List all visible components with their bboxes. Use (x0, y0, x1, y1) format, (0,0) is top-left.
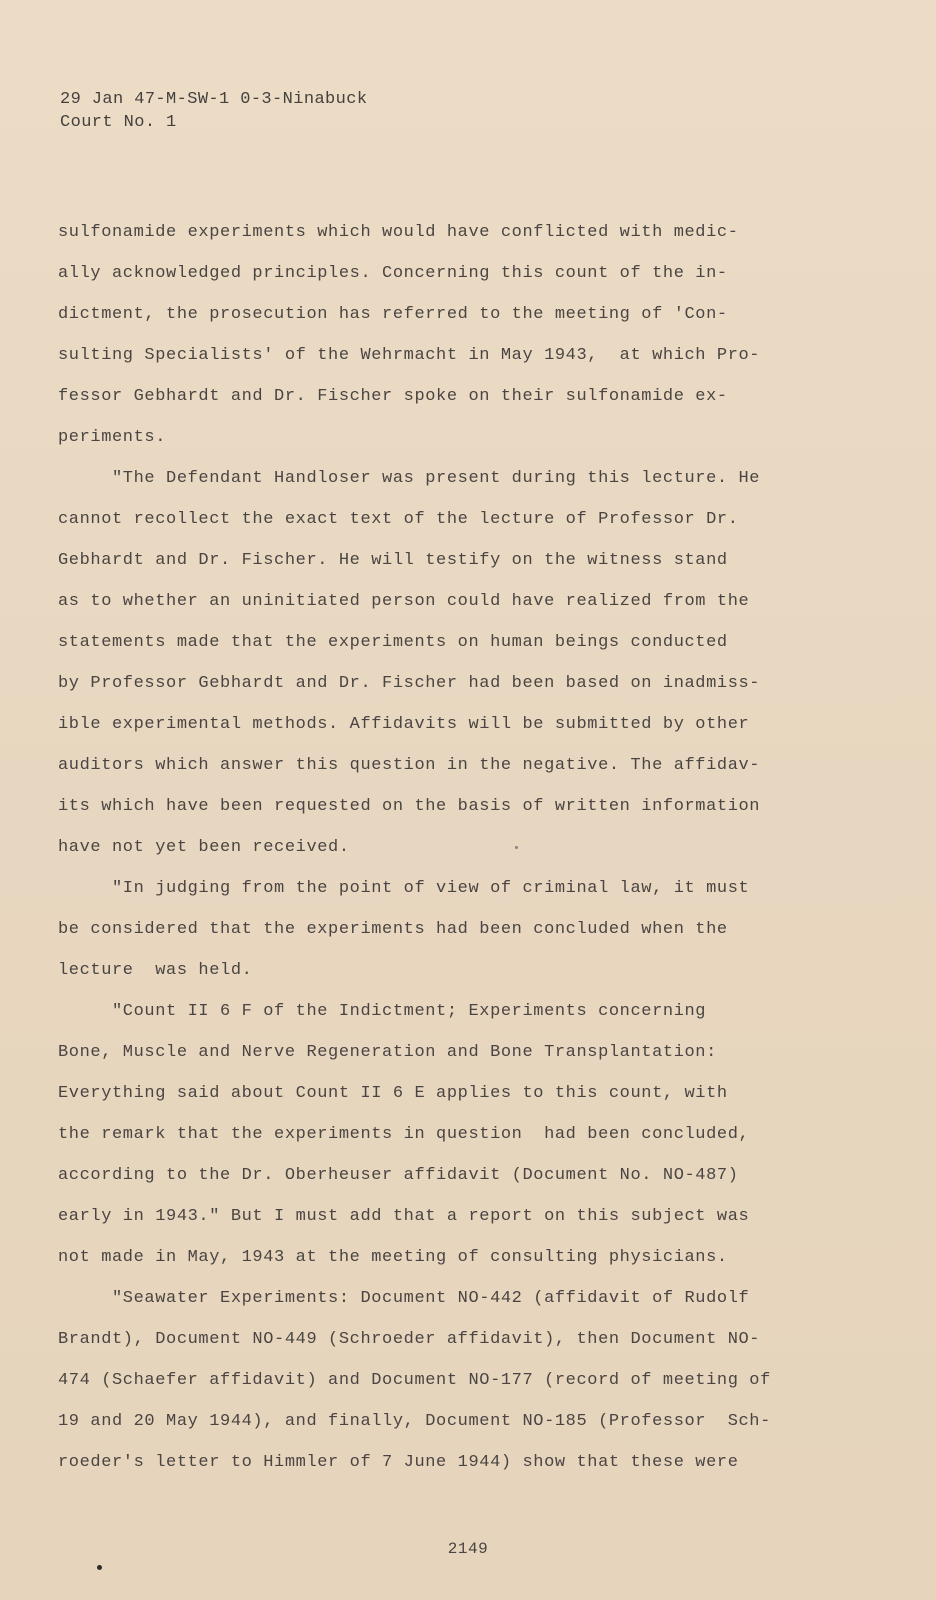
text-line: statements made that the experiments on human beings conducted (58, 633, 728, 652)
text-line: Brandt), Document NO-449 (Schroeder affidavit), then Document NO- (58, 1330, 761, 1349)
page-number: 2149 (447, 1540, 489, 1558)
text-line: "The Defendant Handloser was present during this lecture. He (58, 469, 761, 488)
paper-speck (97, 1565, 102, 1570)
text-line: according to the Dr. Oberheuser affidavit (Document No. NO-487) (58, 1166, 739, 1185)
text-line: periments. (58, 428, 167, 447)
text-line: dictment, the prosecution has referred to the meeting of 'Con- (58, 305, 728, 324)
text-line: ally acknowledged principles. Concerning this count of the in- (58, 264, 728, 283)
text-line: not made in May, 1943 at the meeting of consulting physicians. (58, 1248, 728, 1267)
text-line: 19 and 20 May 1944), and finally, Document NO-185 (Professor Sch- (58, 1412, 771, 1431)
text-line: "In judging from the point of view of criminal law, it must (58, 879, 750, 898)
document-header (60, 88, 367, 134)
text-line: cannot recollect the exact text of the lecture of Professor Dr. (58, 510, 739, 529)
text-line: 474 (Schaefer affidavit) and Document NO-177 (record of meeting of (58, 1371, 771, 1390)
text-line: auditors which answer this question in the negative. The affidav- (58, 756, 761, 775)
text-line: early in 1943." But I must add that a report on this subject was (58, 1207, 750, 1226)
paper-speck (515, 846, 518, 849)
text-line: fessor Gebhardt and Dr. Fischer spoke on their sulfonamide ex- (58, 387, 728, 406)
text-line: be considered that the experiments had been concluded when the (58, 920, 728, 939)
body-text (58, 212, 858, 1483)
text-line: sulfonamide experiments which would have conflicted with medic- (58, 223, 739, 242)
text-line: its which have been requested on the basis of written information (58, 797, 761, 816)
text-line: "Count II 6 F of the Indictment; Experiments concerning (58, 1002, 707, 1021)
text-line: ible experimental methods. Affidavits will be submitted by other (58, 715, 750, 734)
text-line: sulting Specialists' of the Wehrmacht in May 1943, at which Pro- (58, 346, 761, 365)
text-line: Gebhardt and Dr. Fischer. He will testify on the witness stand (58, 551, 728, 570)
text-line: have not yet been received. (58, 838, 350, 857)
text-line: as to whether an uninitiated person could have realized from the (58, 592, 750, 611)
text-line: Bone, Muscle and Nerve Regeneration and Bone Transplantation: (58, 1043, 717, 1062)
text-line: by Professor Gebhardt and Dr. Fischer had been based on inadmiss- (58, 674, 761, 693)
text-line: Everything said about Count II 6 E applies to this count, with (58, 1084, 728, 1103)
text-line: roeder's letter to Himmler of 7 June 1944) show that these were (58, 1453, 739, 1472)
header-court-line: Court No. 1 (60, 113, 177, 132)
text-line: the remark that the experiments in question had been concluded, (58, 1125, 750, 1144)
text-line: lecture was held. (58, 961, 253, 980)
header-date-line: 29 Jan 47-M-SW-1 0-3-Ninabuck (60, 90, 368, 109)
text-line: "Seawater Experiments: Document NO-442 (affidavit of Rudolf (58, 1289, 750, 1308)
